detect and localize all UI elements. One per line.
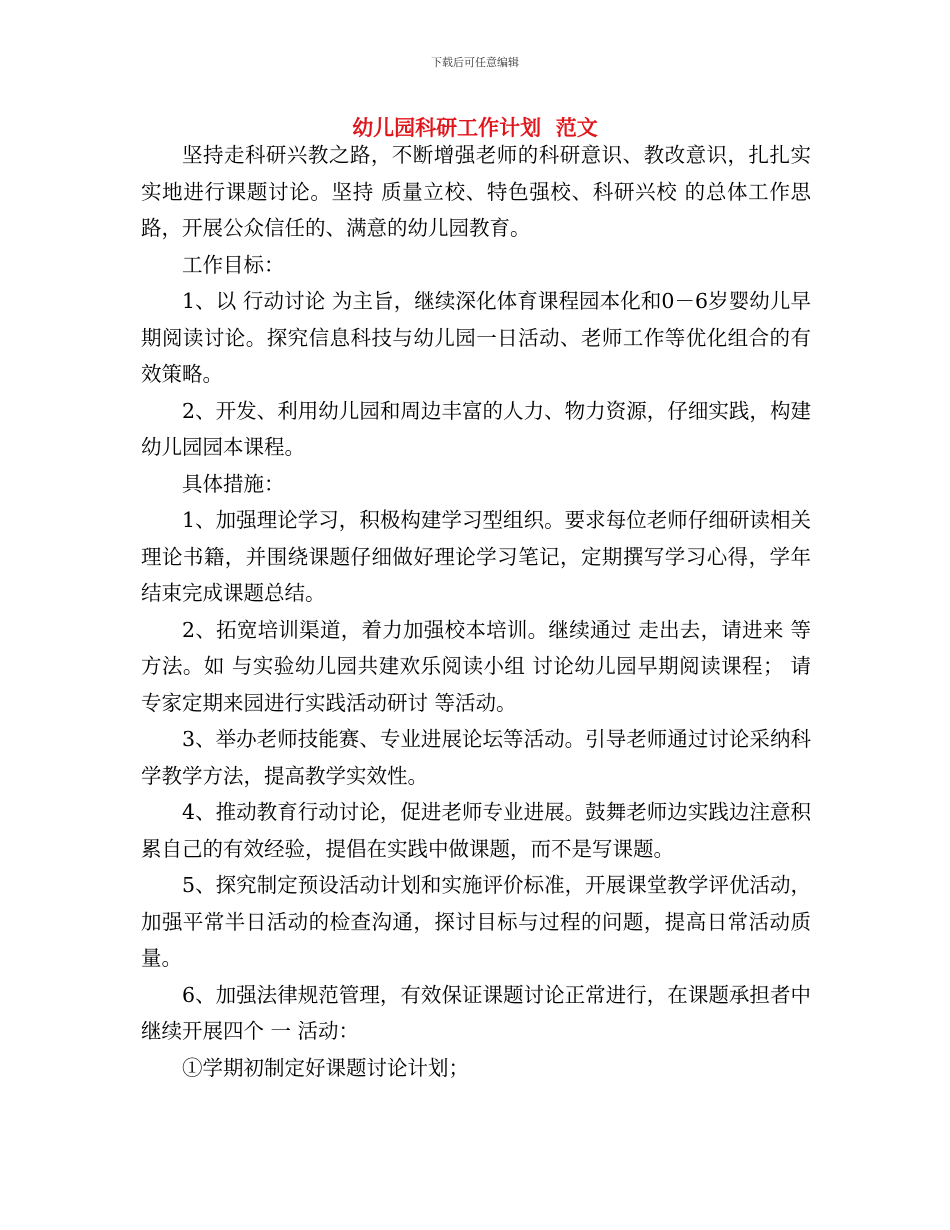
paragraph-measure-5: 5、探究制定预设活动计划和实施评价标准，开展课堂教学评优活动，加强平常半日活动的检查沟通，探讨目标与过程的问题，提高日常活动质量。 xyxy=(141,873,811,970)
paragraph-measure-6: 6、加强法律规范管理，有效保证课题讨论正常进行，在课题承担者中继续开展四个 一 活动： xyxy=(141,982,811,1043)
document-title: 幼儿园科研工作计划 范文 xyxy=(352,116,598,140)
heading-measures: 具体措施： xyxy=(182,471,285,496)
paragraph-intro: 坚持走科研兴教之路，不断增强老师的科研意识、教改意识，扎扎实实地进行课题讨论。坚持 质量立校、特色强校、科研兴校 的总体工作思路，开展公众信任的、满意的幼儿园教育。 xyxy=(141,143,811,240)
paragraph-measure-3: 3、举办老师技能赛、专业进展论坛等活动。引导老师通过讨论采纳科学教学方法，提高教学实效性。 xyxy=(141,727,811,788)
paragraph-goal-1: 1、以 行动讨论 为主旨，继续深化体育课程园本化和0－6岁婴幼儿早期阅读讨论。探究信息科技与幼儿园一日活动、老师工作等优化组合的有效策略。 xyxy=(141,289,811,386)
paragraph-subitem-1: ①学期初制定好课题讨论计划； xyxy=(182,1055,469,1080)
paragraph-measure-1: 1、加强理论学习，积极构建学习型组织。要求每位老师仔细研读相关理论书籍，并围绕课题仔细做好理论学习笔记，定期撰写学习心得，学年结束完成课题总结。 xyxy=(141,508,811,605)
heading-goals: 工作目标： xyxy=(182,252,285,277)
paragraph-measure-2: 2、拓宽培训渠道，着力加强校本培训。继续通过 走出去，请进来 等方法。如 与实验幼儿园共建欢乐阅读小组 讨论幼儿园早期阅读课程； 请专家定期来园进行实践活动研讨 等活动。 xyxy=(141,617,811,715)
paragraph-measure-4: 4、推动教育行动讨论，促进老师专业进展。鼓舞老师边实践边注意积累自己的有效经验，提倡在实践中做课题，而不是写课题。 xyxy=(141,800,811,861)
document-body xyxy=(141,137,811,1086)
paragraph-goal-2: 2、开发、利用幼儿园和周边丰富的人力、物力资源，仔细实践，构建幼儿园园本课程。 xyxy=(141,398,811,459)
page-header-note: 下载后可任意编辑 xyxy=(431,56,519,69)
